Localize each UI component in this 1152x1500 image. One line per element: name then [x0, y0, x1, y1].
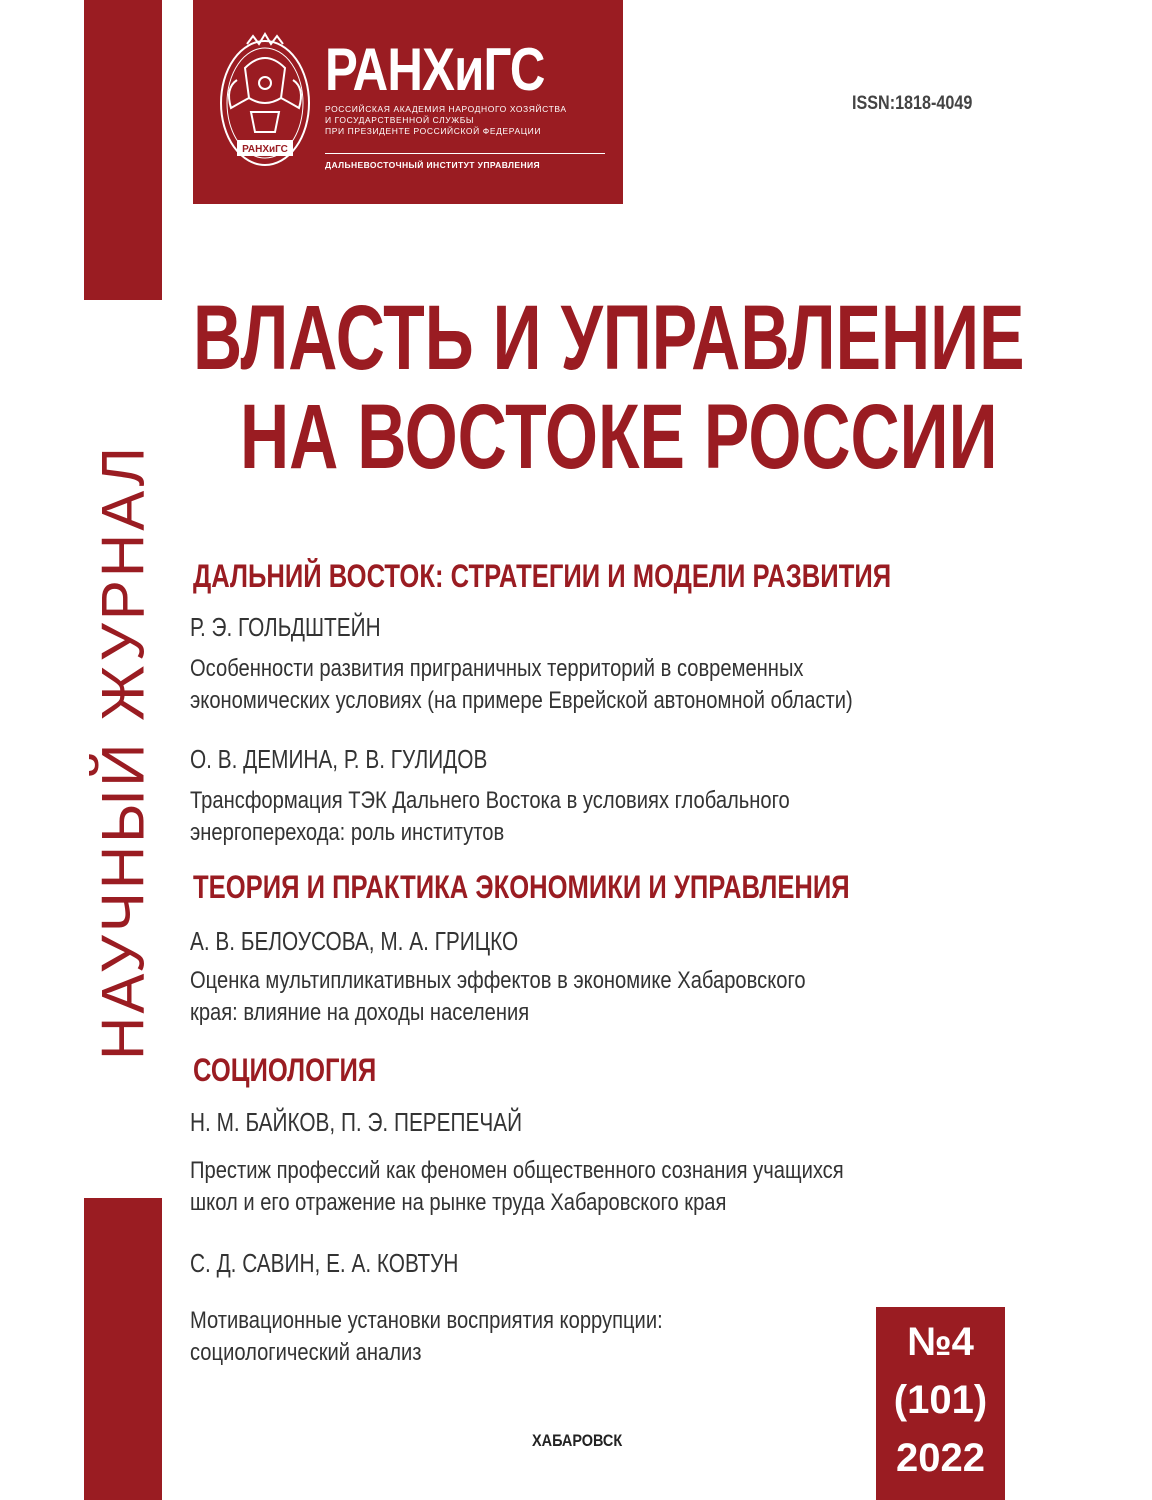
left-bar-bottom [84, 1198, 162, 1500]
article-title [190, 1155, 844, 1219]
section-heading: СОЦИОЛОГИЯ [193, 1052, 377, 1088]
article-title [190, 965, 806, 1029]
article-title [190, 653, 853, 717]
article-title-line: социологический анализ [190, 1339, 422, 1366]
issue-box [876, 1307, 1005, 1500]
left-bar-top [84, 0, 162, 300]
publisher-full-name-line: РОССИЙСКАЯ АКАДЕМИЯ НАРОДНОГО ХОЗЯЙСТВА [325, 104, 567, 114]
journal-type-label: НАУЧНЫЙ ЖУРНАЛ [89, 444, 157, 1060]
issue-number: №4 [907, 1320, 974, 1364]
publisher-institute: ДАЛЬНЕВОСТОЧНЫЙ ИНСТИТУТ УПРАВЛЕНИЯ [325, 160, 541, 170]
publisher-full-name [325, 104, 615, 137]
article-authors: Р. Э. ГОЛЬДШТЕЙН [190, 612, 381, 642]
article-title-line: энергоперехода: роль институтов [190, 819, 505, 846]
city-label: ХАБАРОВСК [532, 1431, 623, 1450]
article-title-line: Особенности развития приграничных территорий в современных [190, 655, 804, 682]
article-authors: С. Д. САВИН, Е. А. КОВТУН [190, 1248, 459, 1278]
article-authors: А. В. БЕЛОУСОВА, М. А. ГРИЦКО [190, 926, 519, 956]
issue-total-number: (101) [893, 1378, 988, 1422]
double-headed-eagle-emblem-icon [215, 28, 315, 178]
article-title-line: школ и его отражение на рынке труда Хабаровского края [190, 1189, 727, 1216]
section-heading: ДАЛЬНИЙ ВОСТОК: СТРАТЕГИИ И МОДЕЛИ РАЗВИТИЯ [193, 558, 892, 594]
publisher-full-name-line: И ГОСУДАРСТВЕННОЙ СЛУЖБЫ [325, 115, 475, 125]
article-title-line: экономических условиях (на примере Еврейской автономной области) [190, 687, 853, 714]
publisher-divider [325, 153, 605, 154]
article-title-line: края: влияние на доходы населения [190, 999, 530, 1026]
publisher-name: РАНХиГС [325, 36, 545, 103]
journal-title-line-2: НА ВОСТОКЕ РОССИИ [240, 386, 998, 488]
article-title [190, 785, 790, 849]
article-title-line: Оценка мультипликативных эффектов в экономике Хабаровского [190, 967, 806, 994]
issn-label: ISSN:1818-4049 [852, 93, 973, 114]
issue-year: 2022 [896, 1436, 985, 1480]
article-title-line: Мотивационные установки восприятия коррупции: [190, 1307, 663, 1334]
article-title-line: Трансформация ТЭК Дальнего Востока в условиях глобального [190, 787, 790, 814]
publisher-full-name-line: ПРИ ПРЕЗИДЕНТЕ РОССИЙСКОЙ ФЕДЕРАЦИИ [325, 126, 542, 136]
section-heading: ТЕОРИЯ И ПРАКТИКА ЭКОНОМИКИ И УПРАВЛЕНИЯ [193, 869, 850, 905]
emblem-caption: РАНХиГС [242, 144, 288, 155]
article-authors: Н. М. БАЙКОВ, П. Э. ПЕРЕПЕЧАЙ [190, 1107, 523, 1137]
article-title [190, 1305, 663, 1369]
article-authors: О. В. ДЕМИНА, Р. В. ГУЛИДОВ [190, 744, 488, 774]
journal-title-line-1: ВЛАСТЬ И УПРАВЛЕНИЕ [193, 287, 1025, 389]
article-title-line: Престиж профессий как феномен общественного сознания учащихся [190, 1157, 844, 1184]
publisher-logo-block [193, 0, 623, 204]
